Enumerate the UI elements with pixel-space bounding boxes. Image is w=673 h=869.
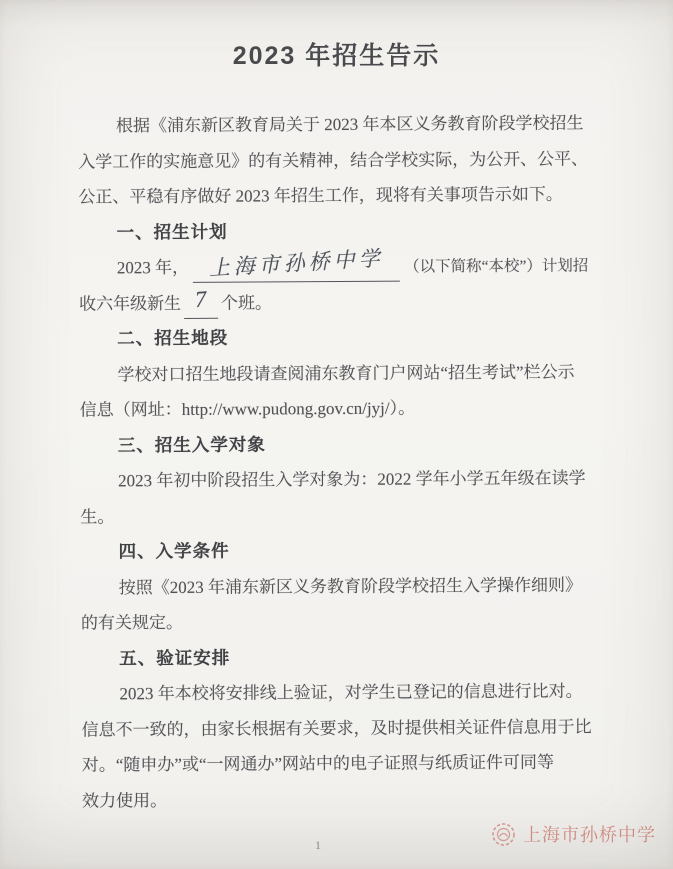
verification-line-1: 2023 年本校将安排线上验证，对学生已登记的信息进行比对。 xyxy=(119,681,583,704)
page-number: 1 xyxy=(315,838,321,852)
school-watermark xyxy=(491,821,656,847)
enrollment-area-line-1: 学校对口招生地段请查阅浦东教育门户网站“招生考试”栏公示 xyxy=(117,362,575,384)
section-heading-target-students: 三、招生入学对象 xyxy=(117,433,266,455)
school-logo-icon xyxy=(491,822,516,847)
school-watermark-text: 上海市孙桥中学 xyxy=(523,825,656,845)
section-heading-enrollment-area: 二、招生地段 xyxy=(117,327,229,349)
enrollment-area-line-2: 信息（网址：http://www.pudong.gov.cn/jyj/）。 xyxy=(79,398,416,420)
enrollment-plan-line-2 xyxy=(79,283,596,322)
target-students-line-1: 2023 年初中阶段招生入学对象为：2022 学年小学五年级在读学 xyxy=(118,468,586,491)
document-body xyxy=(78,105,599,818)
section-heading-enrollment-plan: 一、招生计划 xyxy=(116,221,228,242)
plan-line2-prefix: 收六年级新生 xyxy=(78,293,182,314)
intro-line-3: 公正、平稳有序做好 2023 年招生工作，现将有关事项告示如下。 xyxy=(78,184,563,207)
handwritten-school-name-blank xyxy=(193,246,400,283)
section-heading-admission-conditions: 四、入学条件 xyxy=(118,540,230,562)
plan-line1-prefix: 2023 年， xyxy=(116,257,190,278)
plan-line2-suffix: 个班。 xyxy=(220,292,273,313)
handwritten-school-name: 上海市孙桥中学 xyxy=(208,246,385,281)
admission-conditions-line-2: 的有关规定。 xyxy=(80,612,184,633)
intro-line-1: 根据《浦东新区教育局关于 2023 年本区义务教育阶段学校招生 xyxy=(115,113,584,136)
handwritten-class-count: 7 xyxy=(194,285,208,312)
admission-conditions-line-1: 按照《2023 年浦东新区义务教育阶段学校招生入学操作细则》 xyxy=(118,575,583,597)
verification-line-4: 效力使用。 xyxy=(82,790,168,811)
page-title: 2023 年招生告示 xyxy=(232,42,441,70)
enrollment-plan-line-1 xyxy=(79,247,596,286)
target-students-line-2: 生。 xyxy=(80,506,115,527)
plan-line1-suffix: （以下简称“本校”）计划招 xyxy=(404,257,589,276)
section-heading-verification: 五、验证安排 xyxy=(119,647,231,668)
verification-line-3: 对。“随申办”或“一网通办”网站中的电子证照与纸质证件可同等 xyxy=(81,752,555,775)
handwritten-class-count-blank xyxy=(184,285,218,318)
verification-line-2: 信息不一致的，由家长根据有关要求，及时提供相关证件信息用于比 xyxy=(81,716,592,740)
intro-line-2: 入学工作的实施意见》的有关精神，结合学校实际，为公开、公平、 xyxy=(78,148,589,172)
